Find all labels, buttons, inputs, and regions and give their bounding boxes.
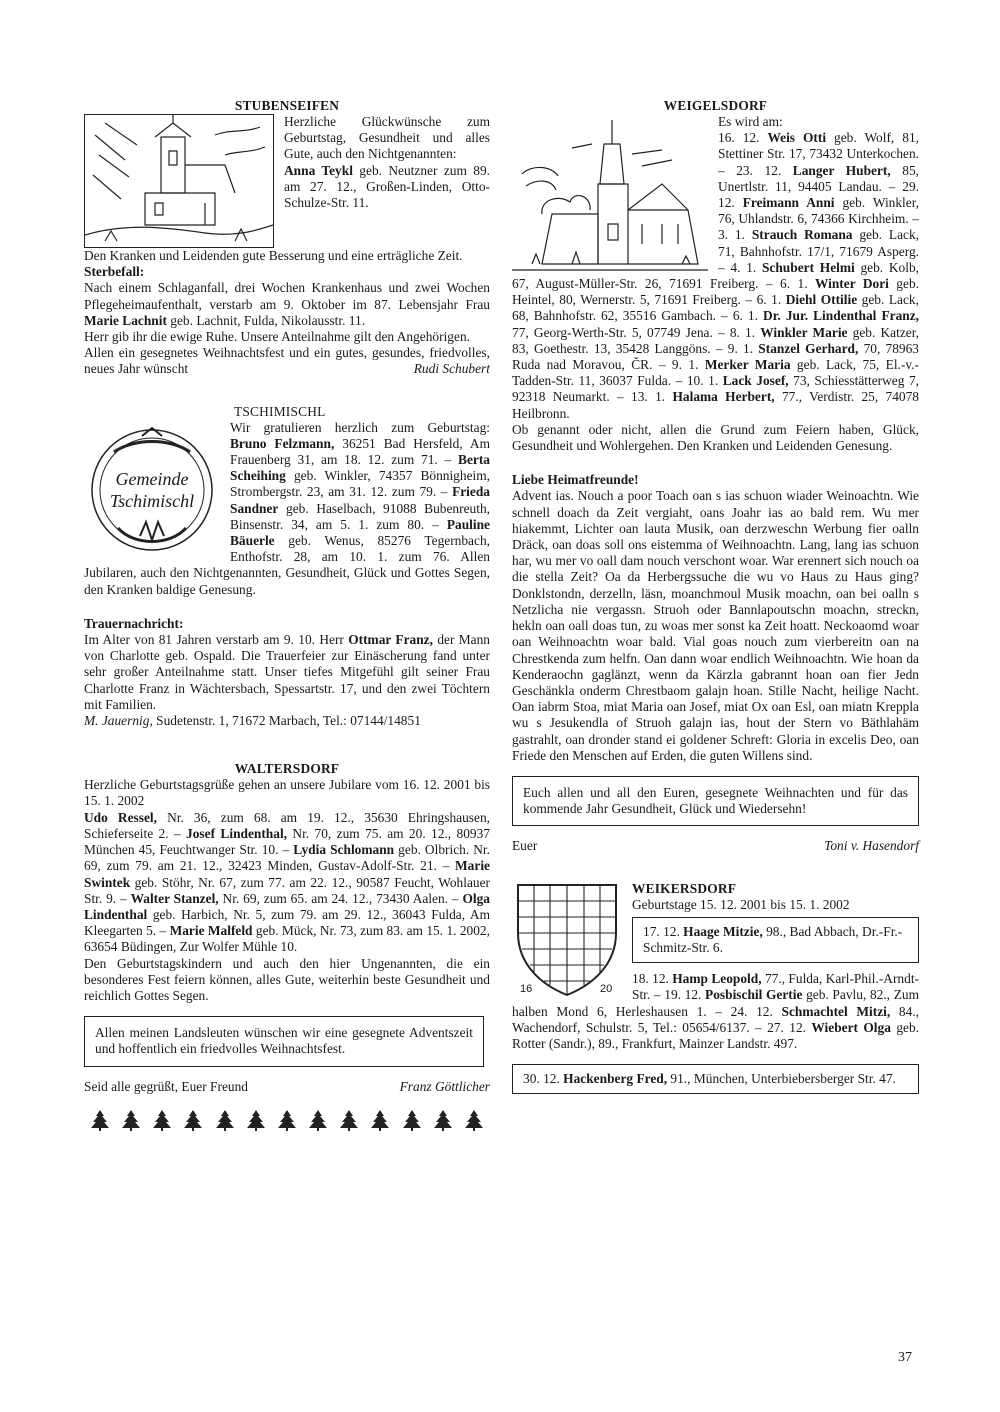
jubilar-name: Pauline Bäuerle bbox=[230, 516, 490, 549]
jubilar-name: Berta Scheihing bbox=[230, 452, 490, 484]
trauer-heading: Trauernachricht: bbox=[84, 615, 184, 631]
christmas-tree-icon bbox=[183, 1109, 203, 1131]
stubenseifen-weihnacht: Allen ein gesegnetes Weihnachtsfest und ein gutes, gesundes, friedvolles, neues Jahr wünscht bbox=[84, 345, 490, 377]
christmas-tree-icon bbox=[90, 1109, 110, 1131]
weikersdorf-box-1 bbox=[632, 917, 919, 963]
jubilar-name: Lack Josef, bbox=[722, 373, 789, 389]
dialect-text: Advent ias. Nouch a poor Toach oan s ias schuon wiader Weinoachtn. Wie schnell doach da Zeit vergiaht, oans Joahr ias ao bald rem. Wu mer hiakemmt, Lichter oan lauta Musik, oan derzweschn Werbung fier oalln Dräck, oan doas soll ons eistemma of Weihnoachtn. Lang, lang ias schuon har, wu mer vo oall dam nouch verschont woar. War erennert sich nouch oa die stella Zeit? Oa da Herbergssuche die wu vo Haus zu Haus ging? Donklstondn, derzelln, läsn, moanchmoul Musik moachn, oan bei oalln s Netzlicha nie vergassn. Struoh oder Bannlapoutschn moachn, streckn, hekln oan oall doas tun, zu woas mer sonst ka Zeit hoatt. Neckoaomd woar oan Weihnoachtn woar bald. Vial goas nouch zum vierbereitn oan na Chrestkenda zum helfn. Oan dann woar endlich Weihnoachtn. Wie hoan da Kenderaochn gaglänzt, wenn da Kärzla gabrannt hoan oan fier Jedn Geschänkla onderm Chrestbaom galajn hoan. Stille Nacht, heilige Nacht. Oan iabrm Stoa, miat Maria oan Josef, miat Ox oan Esl, oan miatn Kreppla wu s Jesukendla of Struoh galajn ias, hout der Stern vo Bäthlahäm gastrahlt, oan dronder stand ei goldener Schreft: Gloria in excelis Deo, oan Friede den Menschen auf Erden, die guten Willens sind. bbox=[512, 488, 919, 763]
weikersdorf-section bbox=[512, 881, 919, 1095]
jubilar-name: Wiebert Olga bbox=[811, 1019, 891, 1035]
jubilar-text: geb. Heintel, 80, Wernerstr. 5, 71691 Freiberg. – 6. 1. bbox=[512, 276, 919, 308]
stubenseifen-ruhe: Herr gib ihr die ewige Ruhe. Unsere Anteilnahme gilt den Angehörigen. bbox=[84, 329, 470, 345]
waltersdorf-title: WALTERSDORF bbox=[234, 761, 340, 777]
christmas-tree-icon bbox=[308, 1109, 328, 1131]
jubilar-text: 73, Schiesstätterweg 7, 92318 Neumarkt. – 13. 1. bbox=[512, 373, 920, 405]
jubilar-text: geb. Wenus, 85276 Tegernbach, Enthofstr. 28, am 10. 1. zum 76. Allen Jubilaren, auch den Nichtgenannten, Gesundheit, Glück und Gottes Segen, den Kranken baldige Genesung. bbox=[84, 533, 490, 597]
jubilar-text: geb. Pavlu, 82., Zum halben Mond 6, Herleshausen 1. – 24. 12. bbox=[512, 987, 919, 1019]
jubilar-name: Weis Otti bbox=[767, 130, 827, 146]
waltersdorf-signature: Franz Göttlicher bbox=[399, 1078, 490, 1094]
weikersdorf-crest bbox=[512, 881, 622, 999]
jubilar-name: Olga Lindenthal bbox=[84, 890, 490, 922]
waltersdorf-box-text: Allen meinen Landsleuten wünschen wir eine gesegnete Adventszeit und hoffentlich ein friedvolles Weihnachtsfest. bbox=[95, 1025, 473, 1057]
seal-line1: Gemeinde bbox=[115, 468, 189, 489]
jubilar-name: Schubert Helmi bbox=[761, 259, 855, 275]
waltersdorf-wishes: Den Geburtstagskindern und auch den hier Ungenannten, die ein besonderes Fest feiern können, alles Gute, weiterhin beste Gesundheit und reichlich Gottes Segen. bbox=[84, 955, 490, 1003]
jubilar-name: Udo Ressel, bbox=[84, 809, 157, 825]
jubilar-text: 77, Georg-Werth-Str. 5, 07749 Jena. – 8. 1. bbox=[512, 324, 761, 340]
jubilar-text: 36251 Bad Hersfeld, Am Frauenberg 31, am 18. 12. zum 71. – bbox=[230, 435, 490, 468]
jubilar-name: Walter Stanzel, bbox=[130, 890, 219, 906]
stubenseifen-person-text: geb. Neutzner zum 89. am 27. 12., Großen-Linden, Otto-Schulze-Str. 11. bbox=[284, 162, 491, 211]
stubenseifen-intro: Herzliche Glückwünsche zum Geburtstag, Gesundheit und alles Gute, auch den Nichtgenannten: bbox=[284, 114, 490, 162]
trauer-name: Ottmar Franz, bbox=[348, 632, 433, 648]
jubilar-name: Posbischil Gertie bbox=[705, 987, 803, 1003]
stubenseifen-kranken: Den Kranken und Leidenden gute Besserung und eine erträgliche Zeit. bbox=[84, 248, 463, 263]
christmas-tree-icon bbox=[246, 1109, 266, 1131]
jubilar-name: Frieda Sandner bbox=[230, 484, 490, 516]
weikersdorf-title: WEIKERSDORF bbox=[632, 880, 737, 896]
jubilar-text: geb. Lack, 75, El.-v.-Tadden-Str. 11, 36037 Fulda. – 10. 1. bbox=[512, 357, 919, 389]
waltersdorf-intro: Herzliche Geburtstagsgrüße gehen an unsere Jubilare vom 16. 12. 2001 bis 15. 1. 2002 bbox=[84, 777, 490, 809]
stubenseifen-section bbox=[84, 114, 490, 378]
jubilar-name: Halama Herbert, bbox=[672, 389, 775, 405]
stubenseifen-person-name: Anna Teykl bbox=[284, 162, 353, 178]
jubilar-text: 77., Fulda, Karl-Phil.-Arndt-Str. – 19. 12. bbox=[632, 971, 920, 1003]
jubilar-text: geb. Harbich, Nr. 5, zum 79. am 29. 12., 36043 Fulda, Am Kleegarten 5. – bbox=[84, 906, 490, 939]
jubilar-text: 91., München, Unterbiebersberger Str. 47. bbox=[667, 1071, 896, 1087]
jubilar-text: 17. 12. bbox=[643, 923, 684, 939]
stubenseifen-title: STUBENSEIFEN bbox=[234, 98, 340, 113]
tschimischl-title: TSCHIMISCHL bbox=[234, 403, 326, 419]
jubilar-name: Freimann Anni bbox=[742, 195, 835, 211]
weigelsdorf-closing: Euer bbox=[512, 838, 538, 854]
weigelsdorf-box-text: Euch allen und all den Euren, gesegnete Weihnachten und für das kommende Jahr Gesundheit, Glück und Wiedersehn! bbox=[523, 784, 908, 817]
jubilar-name: Strauch Romana bbox=[751, 227, 853, 243]
jubilar-name: Haage Mitzie, bbox=[683, 923, 763, 939]
jubilar-text: 84., Wachendorf, Schulstr. 5, Tel.: 05654/6137. – 27. 12. bbox=[512, 1003, 919, 1035]
church-illustration bbox=[84, 114, 274, 248]
tschimischl-intro: Wir gratulieren herzlich zum Geburtstag: bbox=[230, 419, 490, 435]
weigelsdorf-greeting-box bbox=[512, 776, 919, 826]
page-number: 37 bbox=[898, 1350, 912, 1365]
weigelsdorf-church-illustration bbox=[512, 114, 708, 274]
jubilar-name: Dr. Jur. Lindenthal Franz, bbox=[763, 308, 919, 324]
left-column bbox=[84, 98, 490, 1131]
christmas-tree-icon bbox=[215, 1109, 235, 1131]
jubilar-name: Merker Maria bbox=[704, 357, 791, 373]
weigelsdorf-signature: Toni v. Hasendorf bbox=[824, 838, 919, 854]
sterbefall-text1: Nach einem Schlaganfall, drei Wochen Krankenhaus und zwei Wochen Pflegeheimaufenthalt, verstarb am 9. Oktober im 87. Lebensjahr Frau bbox=[84, 280, 490, 312]
jubilar-text: geb. Katzer, 83, Goethestr. 13, 35428 Langgöns. – 9. 1. bbox=[512, 324, 919, 356]
heimatfreunde-heading: Liebe Heimatfreunde! bbox=[512, 472, 639, 488]
weigelsdorf-section bbox=[512, 114, 919, 855]
christmas-tree-icon bbox=[152, 1109, 172, 1131]
stubenseifen-signature: Rudi Schubert bbox=[413, 361, 490, 377]
jubilar-name: Diehl Ottilie bbox=[785, 292, 858, 308]
trauer-text: Im Alter von 81 Jahren verstarb am 9. 10. Herr bbox=[84, 632, 349, 648]
jubilar-text: geb. Mück, Nr. 73, zum 83. am 15. 1. 2002, 63654 Büdingen, Zur Wolfer Mühle 10. bbox=[84, 923, 490, 955]
jubilar-text: geb. Olbrich. Nr. 69, zum 79. am 21. 12., 32423 Minden, Gustav-Adolf-Str. 21. – bbox=[84, 842, 490, 874]
jubilar-name: Lydia Schlomann bbox=[293, 842, 395, 858]
seal-line2: Tschimischl bbox=[109, 490, 195, 511]
jubilar-name: Marie Swintek bbox=[84, 858, 490, 890]
jubilar-name: Stanzel Gerhard, bbox=[758, 340, 859, 356]
jubilar-name: Marie Malfeld bbox=[169, 923, 253, 939]
right-column bbox=[512, 98, 919, 1094]
waltersdorf-section bbox=[84, 761, 490, 1130]
tschimischl-signature: M. Jauernig, bbox=[84, 713, 153, 729]
jubilar-text: Nr. 69, zum 65. am 24. 12., 73430 Aalen. – bbox=[218, 890, 463, 906]
christmas-tree-icon bbox=[277, 1109, 297, 1131]
weigelsdorf-title: WEIGELSDORF bbox=[663, 98, 768, 113]
christmas-tree-icon bbox=[370, 1109, 390, 1131]
jubilar-text: geb. Rotter (Sandr.), 89., Frankfurt, Mainzer Landstr. 497. bbox=[512, 1019, 919, 1051]
christmas-tree-border bbox=[84, 1109, 490, 1131]
weigelsdorf-intro: Es wird am: bbox=[718, 114, 783, 129]
jubilar-text: 70, 78963 Ruda nad Moravou, ČR. – 9. 1. bbox=[512, 340, 920, 373]
jubilar-text: geb. Lack, 71, Bahnhofstr. 17/1, 71679 Asperg. – 4. 1. bbox=[718, 227, 920, 275]
jubilar-name: Langer Hubert, bbox=[792, 162, 891, 178]
jubilar-text: 18. 12. bbox=[632, 971, 673, 987]
christmas-tree-icon bbox=[433, 1109, 453, 1131]
jubilar-text: geb. Stöhr, Nr. 67, zum 77. am 22. 12., 90587 Feucht, Wohlauer Str. 9. – bbox=[84, 874, 490, 906]
jubilar-text: Nr. 36, zum 68. am 19. 12., 35630 Ehringshausen, Schieferseite 2. – bbox=[84, 809, 490, 841]
jubilar-name: Josef Lindenthal, bbox=[186, 825, 288, 841]
jubilar-name: Winkler Marie bbox=[760, 324, 848, 340]
jubilar-text: 30. 12. bbox=[523, 1071, 564, 1087]
jubilar-text: 85, Unertlstr. 11, 94405 Landau. – 29. 12. bbox=[718, 162, 920, 211]
jubilar-text: geb. Kolb, 67, August-Müller-Str. 26, 71691 Freiberg. – 6. 1. bbox=[512, 259, 919, 292]
sterbefall-name: Marie Lachnit bbox=[84, 312, 167, 328]
christmas-tree-icon bbox=[402, 1109, 422, 1131]
jubilar-text: 98., Bad Abbach, Dr.-Fr.-Schmitz-Str. 6. bbox=[643, 923, 903, 955]
crest-label-left: 16 bbox=[520, 982, 533, 995]
weikersdorf-range: Geburtstage 15. 12. 2001 bis 15. 1. 2002 bbox=[632, 896, 850, 912]
trauer-text: der Mann von Charlotte geb. Ospald. Die Trauerfeier zur Einäscherung fand unter sehr großer Anteilnahme statt. Unser tiefes Mitgefühl gilt seiner Frau Charlotte Franz in Wächtersbach, Spessartstr. 17, und den zwei Töchtern mit Familien. bbox=[84, 632, 490, 712]
weikersdorf-box-2 bbox=[512, 1064, 919, 1094]
gemeinde-seal bbox=[84, 424, 220, 556]
jubilar-text: Nr. 70, zum 75. am 20. 12., 80937 München 45, Feuchtwanger Str. 10. – bbox=[84, 825, 490, 858]
jubilar-name: Bruno Felzmann, bbox=[230, 435, 335, 451]
jubilar-text: geb. Lack, 68, Bahnhofstr. 62, 35516 Gambach. – 6. 1. bbox=[512, 292, 919, 324]
jubilar-text: geb. Winkler, 76, Uhlandstr. 6, 74366 Kirchheim. – 3. 1. bbox=[718, 195, 919, 243]
christmas-tree-icon bbox=[464, 1109, 484, 1131]
sterbefall-heading: Sterbefall: bbox=[84, 264, 145, 280]
jubilar-text: geb. Wolf, 81, Stettiner Str. 17, 73432 Unterkochen. – 23. 12. bbox=[718, 130, 919, 178]
crest-label-right: 20 bbox=[600, 982, 613, 995]
tschimischl-section bbox=[84, 404, 490, 730]
jubilar-text: geb. Haselbach, 91088 Bubenreuth, Binsenstr. 34, am 5. 1. zum 80. – bbox=[230, 500, 490, 532]
weigelsdorf-ob: Ob genannt oder nicht, allen die Grund zum Feiern haben, Glück, Gesundheit und Wohlergehen. Den Kranken und Leidenden Genesung. bbox=[512, 421, 919, 454]
jubilar-text: geb. Winkler, 74357 Bönnigheim, Strombergstr. 23, am 31. 12. zum 79. – bbox=[230, 468, 490, 500]
jubilar-name: Hamp Leopold, bbox=[672, 971, 762, 987]
jubilar-name: Schmachtel Mitzi, bbox=[781, 1003, 891, 1019]
christmas-tree-icon bbox=[339, 1109, 359, 1131]
sterbefall-text2: geb. Lachnit, Fulda, Nikolausstr. 11. bbox=[166, 312, 366, 328]
jubilar-text: 77., Verdistr. 25, 74078 Heilbronn. bbox=[512, 389, 920, 421]
tschimischl-signature-address: Sudetenstr. 1, 71672 Marbach, Tel.: 07144/14851 bbox=[152, 713, 421, 729]
jubilar-text: 16. 12. bbox=[718, 130, 768, 146]
jubilar-name: Winter Dori bbox=[814, 276, 889, 292]
christmas-tree-icon bbox=[121, 1109, 141, 1131]
jubilar-name: Hackenberg Fred, bbox=[563, 1071, 668, 1087]
waltersdorf-closing: Seid alle gegrüßt, Euer Freund bbox=[84, 1078, 248, 1094]
waltersdorf-greeting-box bbox=[84, 1016, 484, 1066]
